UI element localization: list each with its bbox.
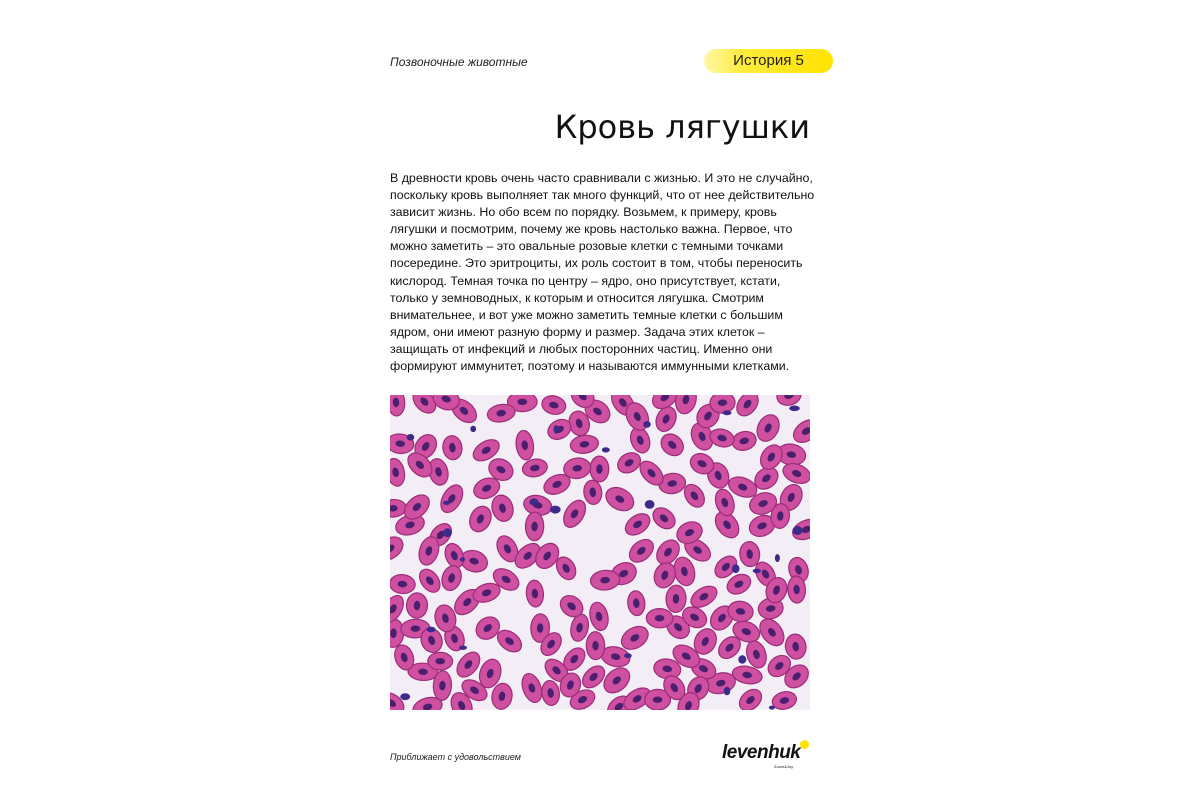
immune-cell [400, 693, 410, 700]
story-badge: История 5 [704, 49, 833, 73]
immune-cell [738, 655, 746, 663]
immune-cell [602, 447, 610, 452]
immune-cell [643, 421, 651, 428]
immune-cell [550, 506, 561, 514]
immune-cell [724, 687, 731, 695]
page-title: Кровь лягушки [554, 108, 810, 146]
body-paragraph: В древности кровь очень часто сравнивали с жизнью. И это не случайно, поскольку кровь выполняет так много функций, что от нее действительно зависит жизнь. Но обо всем по порядку. Возьмем, к примеру, кровь лягушки и посмотрим, почему же кровь настолько важна. Первое, что можно заметить – это овальные розовые клетки с темными точками посередине. Это эритроциты, их роль состоит в том, чтобы переносить кислород. Темная точка по центру – ядро, оно присутствует, кстати, только у земноводных, к которым и относится лягушка. Смотрим внимательнее, и вот уже можно заметить темные клетки с большим ядром, они имеют разную форму и размер. Задача этих клеток – защищать от инфекций и любых посторонних частиц. Именно они формируют иммунитет, поэтому и называются иммунными клетками. [390, 171, 815, 374]
brand-slogan: Zoom&Joy [774, 764, 794, 769]
cell-nucleus [435, 658, 445, 664]
immune-cell [443, 528, 452, 537]
red-blood-cell [586, 632, 605, 660]
immune-cell [459, 646, 467, 650]
cell-nucleus [596, 464, 602, 474]
immune-cell [426, 627, 435, 633]
immune-cell [554, 425, 559, 434]
red-blood-cell [525, 512, 544, 541]
immune-cell [529, 498, 538, 505]
immune-cell [793, 526, 803, 535]
immune-cell [753, 569, 761, 574]
blood-cells-illustration [390, 395, 810, 710]
immune-cell [775, 554, 780, 562]
immune-cell [443, 501, 450, 505]
brand-name: levenhuk [722, 742, 801, 763]
section-label: Позвоночные животные [390, 55, 528, 69]
footer-tagline: Приближает с удовольствием [390, 752, 521, 762]
immune-cell [769, 706, 775, 710]
brand-dot-icon [800, 740, 809, 749]
immune-cell [789, 406, 800, 412]
immune-cell [407, 434, 415, 441]
immune-cell [470, 426, 476, 432]
brand-logo [722, 738, 812, 774]
red-blood-cell [646, 608, 673, 628]
immune-cell [645, 500, 655, 509]
red-blood-cell [406, 592, 428, 618]
red-blood-cell [590, 456, 609, 482]
immune-cell [624, 653, 632, 658]
red-blood-cell [428, 652, 453, 670]
micrograph-image [390, 395, 810, 710]
immune-cell [732, 564, 740, 573]
immune-cell [723, 410, 732, 415]
cell-nucleus [518, 399, 528, 405]
immune-cell [460, 557, 465, 561]
